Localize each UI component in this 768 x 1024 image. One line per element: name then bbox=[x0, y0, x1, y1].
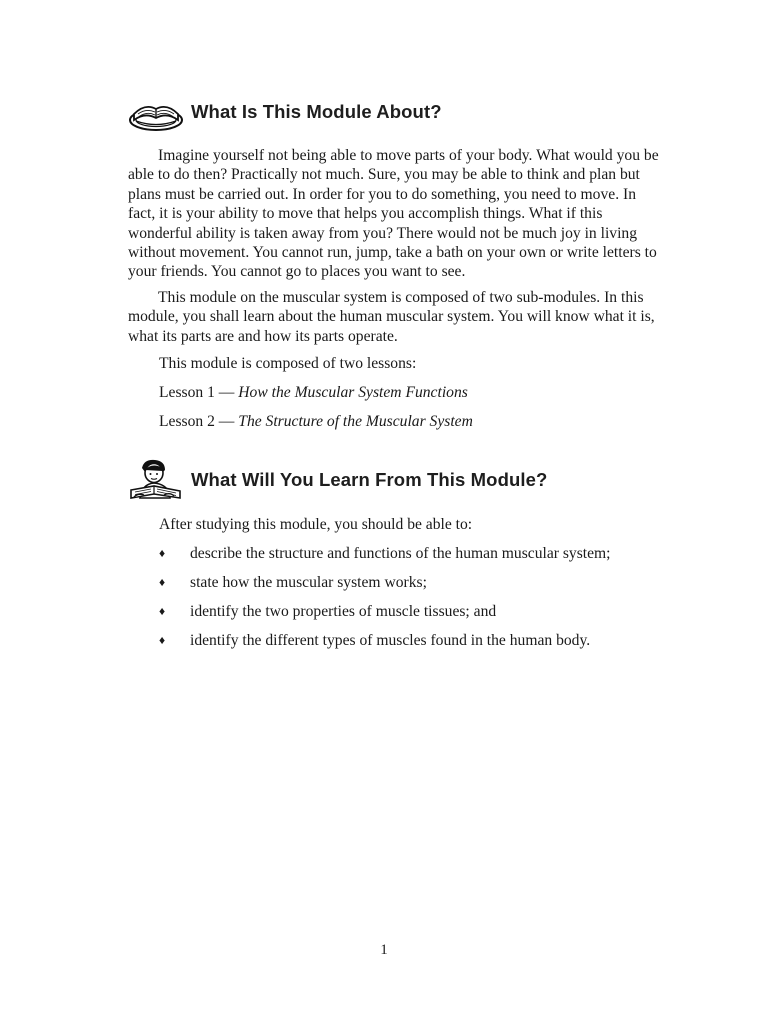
section-title: What Will You Learn From This Module? bbox=[191, 469, 548, 490]
objectives-list bbox=[159, 544, 610, 660]
student-reading-icon bbox=[128, 458, 184, 502]
diamond-bullet-icon: ♦ bbox=[159, 546, 166, 560]
lessons-intro: This module is composed of two lessons: bbox=[159, 355, 417, 372]
diamond-bullet-icon: ♦ bbox=[159, 604, 166, 618]
lesson-title: The Structure of the Muscular System bbox=[238, 413, 473, 430]
lesson-item bbox=[159, 383, 468, 402]
objective-text: describe the structure and functions of the human muscular system; bbox=[190, 545, 611, 562]
objective-text: state how the muscular system works; bbox=[190, 574, 427, 591]
section-title: What Is This Module About? bbox=[191, 101, 442, 122]
intro-paragraph: Imagine yourself not being able to move parts of your body. What would you be able to do then? Practically not much. Sure, you may be able to think and plan but plans must be carried out. In order for you to do something, you need to move. In fact, it is your ability to move that helps you accomplish things. What if this wonderful ability is taken away from you? There would not be much joy in living without movement. You cannot run, jump, take a bath on your own or write letters to your friends. You cannot go to places you want to see. bbox=[128, 147, 659, 281]
objective-text: identify the two properties of muscle tissues; and bbox=[190, 603, 497, 620]
lesson-title: How the Muscular System Functions bbox=[238, 384, 468, 401]
list-item bbox=[159, 602, 610, 631]
section-heading-about bbox=[128, 90, 442, 134]
list-item bbox=[159, 573, 610, 602]
lesson-prefix: Lesson 1 — bbox=[159, 384, 239, 401]
page-number: 1 bbox=[380, 942, 388, 958]
objectives-intro: After studying this module, you should be able to: bbox=[159, 516, 473, 533]
module-description-paragraph: This module on the muscular system is composed of two sub-modules. In this module, you shall learn about the human muscular system. You will know what it is, what its parts are and how its parts operate. bbox=[128, 289, 655, 345]
lesson-prefix: Lesson 2 — bbox=[159, 413, 239, 430]
list-item bbox=[159, 631, 610, 660]
section-heading-learn bbox=[128, 458, 547, 502]
diamond-bullet-icon: ♦ bbox=[159, 633, 166, 647]
lesson-item bbox=[159, 412, 473, 431]
list-item bbox=[159, 544, 610, 573]
open-book-icon bbox=[128, 90, 184, 134]
objective-text: identify the different types of muscles found in the human body. bbox=[190, 632, 591, 649]
diamond-bullet-icon: ♦ bbox=[159, 575, 166, 589]
